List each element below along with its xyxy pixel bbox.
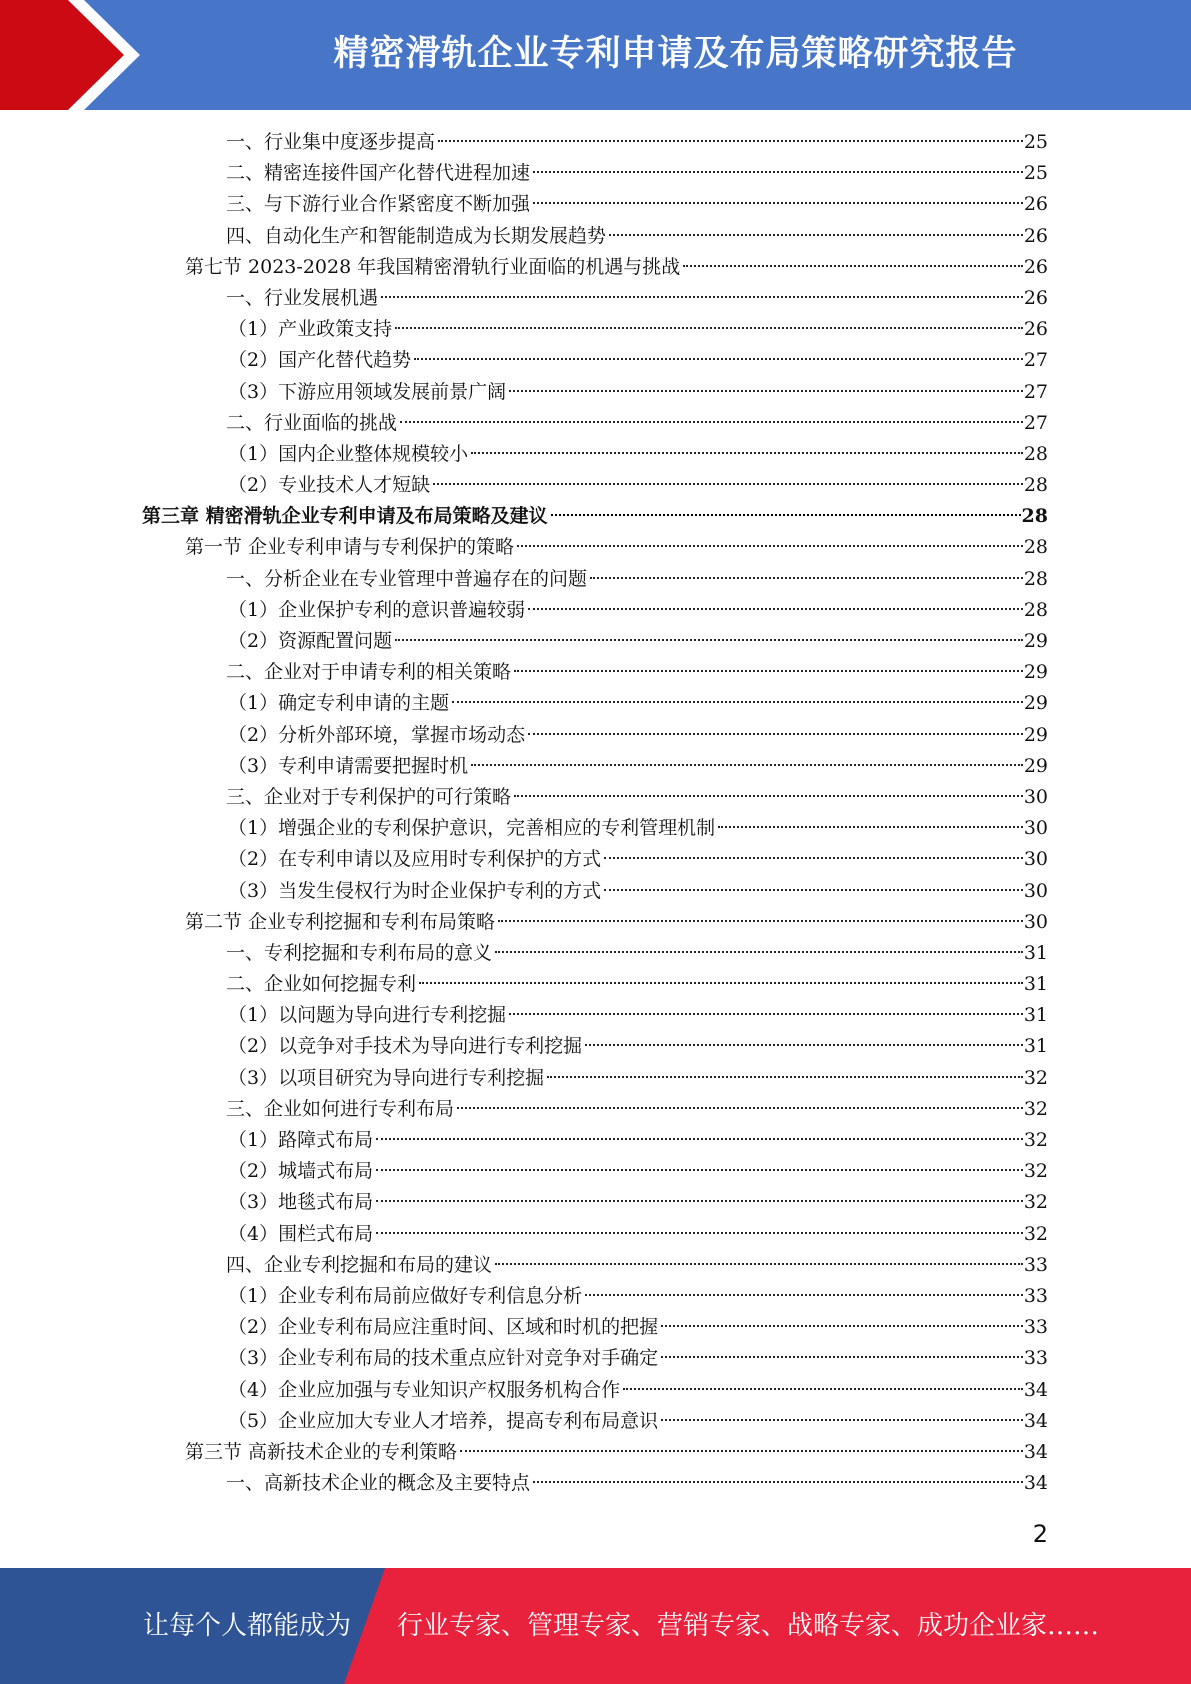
toc-entry[interactable]	[0, 1468, 1191, 1499]
toc-entry-page: 26	[1023, 193, 1048, 216]
toc-entry[interactable]	[0, 907, 1191, 938]
toc-entry-page: 31	[1023, 973, 1048, 996]
toc-entry-label: 一、行业发展机遇	[226, 286, 379, 309]
toc-entry[interactable]	[0, 813, 1191, 844]
toc-entry-page: 30	[1023, 848, 1048, 871]
toc-entry-page: 34	[1023, 1409, 1048, 1432]
toc-entry[interactable]	[0, 1250, 1191, 1281]
toc-entry-page: 29	[1023, 661, 1048, 684]
toc-entry-label: 二、企业对于申请专利的相关策略	[226, 661, 512, 684]
toc-entry-label: 第三节 高新技术企业的专利策略	[185, 1440, 458, 1463]
toc-entry-page: 29	[1023, 723, 1048, 746]
toc-leader-dots	[376, 1169, 1023, 1171]
toc-entry-page: 33	[1023, 1253, 1048, 1276]
toc-leader-dots	[395, 327, 1023, 329]
toc-entry-page: 27	[1023, 411, 1048, 434]
toc-entry-page: 32	[1023, 1066, 1048, 1089]
toc-entry[interactable]	[0, 1437, 1191, 1468]
toc-entry[interactable]	[0, 221, 1191, 252]
toc-entry-page: 34	[1023, 1472, 1048, 1495]
toc-entry[interactable]	[0, 969, 1191, 1000]
toc-entry-label: （4）企业应加强与专业知识产权服务机构合作	[228, 1378, 621, 1401]
toc-entry-label: （1）产业政策支持	[228, 318, 393, 341]
toc-entry[interactable]	[0, 1031, 1191, 1062]
toc-entry-label: （2）分析外部环境，掌握市场动态	[228, 723, 526, 746]
toc-entry-page: 33	[1023, 1347, 1048, 1370]
footer-slogan-left: 让每个人都能成为	[143, 1611, 352, 1641]
toc-entry-page: 31	[1023, 1004, 1048, 1027]
toc-leader-dots	[547, 1076, 1023, 1078]
toc-entry-label: 一、行业集中度逐步提高	[226, 131, 436, 153]
toc-leader-dots	[718, 826, 1023, 828]
toc-entry-label: （1）增强企业的专利保护意识，完善相应的专利管理机制	[228, 817, 716, 840]
toc-leader-dots	[498, 920, 1023, 922]
toc-entry-label: （2）以竞争对手技术为导向进行专利挖掘	[228, 1035, 583, 1058]
toc-entry-label: （3）企业专利布局的技术重点应针对竞争对手确定	[228, 1347, 659, 1370]
toc-entry-label: 二、企业如何挖掘专利	[226, 973, 417, 996]
toc-entry[interactable]	[0, 252, 1191, 283]
toc-entry[interactable]	[0, 844, 1191, 875]
toc-leader-dots	[604, 889, 1023, 891]
toc-entry[interactable]	[0, 314, 1191, 345]
toc-leader-dots	[376, 1232, 1023, 1234]
toc-entry-page: 28	[1023, 567, 1048, 590]
toc-entry[interactable]	[0, 1156, 1191, 1187]
toc-leader-dots	[433, 483, 1023, 485]
toc-entry[interactable]	[0, 720, 1191, 751]
toc-entry-page: 26	[1023, 318, 1048, 341]
toc-entry[interactable]	[0, 782, 1191, 813]
toc-entry[interactable]	[0, 1187, 1191, 1218]
toc-entry-page: 30	[1023, 879, 1048, 902]
toc-entry[interactable]	[0, 501, 1191, 532]
toc-leader-dots	[533, 1481, 1023, 1483]
toc-entry[interactable]	[0, 595, 1191, 626]
toc-entry-page: 29	[1023, 692, 1048, 715]
toc-entry-label: （4）围栏式布局	[228, 1222, 374, 1245]
toc-leader-dots	[517, 545, 1023, 547]
toc-leader-dots	[457, 1107, 1023, 1109]
toc-entry[interactable]	[0, 283, 1191, 314]
toc-leader-dots	[471, 452, 1023, 454]
toc-entry-label: （2）专业技术人才短缺	[228, 474, 431, 497]
toc-entry-label: 一、高新技术企业的概念及主要特点	[226, 1472, 531, 1495]
footer-slogan-right: 行业专家、管理专家、营销专家、战略专家、成功企业家……	[397, 1611, 1100, 1641]
toc-entry-page: 34	[1023, 1378, 1048, 1401]
report-title: 精密滑轨企业专利申请及布局策略研究报告	[333, 34, 1018, 74]
toc-entry-page: 31	[1023, 1035, 1048, 1058]
toc-entry-label: （3）专利申请需要把握时机	[228, 754, 469, 777]
toc-leader-dots	[585, 1044, 1023, 1046]
toc-leader-dots	[495, 1263, 1023, 1265]
toc-entry[interactable]	[0, 1375, 1191, 1406]
toc-leader-dots	[514, 670, 1023, 672]
toc-entry-page: 28	[1023, 536, 1048, 559]
toc-entry-label: 第一节 企业专利申请与专利保护的策略	[185, 536, 515, 559]
toc-leader-dots	[533, 171, 1023, 173]
toc-entry-page: 25	[1023, 131, 1048, 153]
toc-leader-dots	[528, 608, 1023, 610]
toc-entry-page: 29	[1023, 630, 1048, 652]
toc-entry[interactable]	[0, 127, 1191, 158]
toc-entry[interactable]	[0, 1312, 1191, 1343]
page-number: 2	[1032, 1520, 1048, 1548]
toc-entry-label: 二、行业面临的挑战	[226, 411, 398, 434]
toc-leader-dots	[471, 764, 1023, 766]
toc-entry-page: 30	[1023, 785, 1048, 808]
toc-entry[interactable]	[0, 1000, 1191, 1031]
toc-entry-label: 四、企业专利挖掘和布局的建议	[226, 1253, 493, 1276]
toc-entry[interactable]	[0, 688, 1191, 719]
toc-leader-dots	[590, 577, 1023, 579]
toc-entry-label: （1）以问题为导向进行专利挖掘	[228, 1004, 507, 1027]
toc-leader-dots	[661, 1356, 1023, 1358]
toc-leader-dots	[623, 1388, 1023, 1390]
toc-entry-label: （1）确定专利申请的主题	[228, 692, 450, 715]
toc-entry[interactable]	[0, 876, 1191, 907]
toc-entry-page: 33	[1023, 1284, 1048, 1307]
toc-entry-page: 29	[1023, 754, 1048, 777]
toc-leader-dots	[376, 1138, 1023, 1140]
toc-entry-page: 28	[1023, 598, 1048, 621]
toc-entry[interactable]	[0, 1343, 1191, 1374]
toc-entry-page: 30	[1023, 910, 1048, 933]
toc-entry-page: 32	[1023, 1160, 1048, 1183]
toc-entry-page: 30	[1023, 817, 1048, 840]
toc-entry-label: （1）企业保护专利的意识普遍较弱	[228, 598, 526, 621]
toc-entry-page: 28	[1023, 474, 1048, 497]
toc-entry-page: 26	[1023, 255, 1048, 278]
toc-entry-label: 一、专利挖掘和专利布局的意义	[226, 941, 493, 964]
toc-entry[interactable]	[0, 1094, 1191, 1125]
toc-entry-label: 三、与下游行业合作紧密度不断加强	[226, 193, 531, 216]
toc-entry[interactable]	[0, 1125, 1191, 1156]
toc-leader-dots	[514, 795, 1023, 797]
toc-entry[interactable]	[0, 1281, 1191, 1312]
toc-leader-dots	[495, 951, 1023, 953]
toc-entry-page: 26	[1023, 286, 1048, 309]
toc-leader-dots	[528, 733, 1023, 735]
toc-entry-label: 第七节 2023-2028 年我国精密滑轨行业面临的机遇与挑战	[185, 255, 681, 278]
toc-leader-dots	[438, 140, 1023, 142]
toc-leader-dots	[551, 514, 1021, 516]
toc-leader-dots	[509, 1013, 1023, 1015]
toc-entry-page: 28	[1023, 442, 1048, 465]
toc-entry-label: （5）企业应加大专业人才培养，提高专利布局意识	[228, 1409, 659, 1432]
toc-entry-label: （3）地毯式布局	[228, 1191, 374, 1214]
toc-entry-label: 三、企业如何进行专利布局	[226, 1097, 455, 1120]
header-chevron-icon	[0, 0, 150, 110]
toc-leader-dots	[604, 857, 1023, 859]
toc-entry-page: 28	[1021, 505, 1048, 528]
toc-entry[interactable]	[0, 657, 1191, 688]
toc-leader-dots	[400, 421, 1023, 423]
toc-entry[interactable]	[0, 439, 1191, 470]
toc-entry-page: 26	[1023, 224, 1048, 247]
toc-entry-label: （2）企业专利布局应注重时间、区域和时机的把握	[228, 1316, 659, 1339]
toc-entry[interactable]	[0, 1219, 1191, 1250]
toc-entry-label: （2）城墙式布局	[228, 1160, 374, 1183]
toc-leader-dots	[452, 701, 1023, 703]
toc-entry-label: （3）下游应用领域发展前景广阔	[228, 380, 507, 403]
toc-entry-label: 第三章 精密滑轨企业专利申请及布局策略及建议	[142, 505, 548, 528]
toc-entry-label: （2）资源配置问题	[228, 630, 393, 652]
toc-entry-label: 三、企业对于专利保护的可行策略	[226, 785, 512, 808]
toc-leader-dots	[661, 1419, 1023, 1421]
toc-entry-label: （3）以项目研究为导向进行专利挖掘	[228, 1066, 545, 1089]
toc-entry-page: 27	[1023, 380, 1048, 403]
toc-entry-label: 二、精密连接件国产化替代进程加速	[226, 162, 531, 185]
toc-leader-dots	[395, 639, 1023, 641]
toc-entry-page: 32	[1023, 1191, 1048, 1214]
toc-entry-page: 27	[1023, 349, 1048, 372]
page-footer	[0, 1568, 1191, 1684]
toc-entry-label: （2）在专利申请以及应用时专利保护的方式	[228, 848, 602, 871]
toc-entry[interactable]	[0, 1063, 1191, 1094]
toc-entry-page: 33	[1023, 1316, 1048, 1339]
toc-leader-dots	[376, 1200, 1023, 1202]
toc-entry-page: 25	[1023, 162, 1048, 185]
toc-entry-page: 32	[1023, 1097, 1048, 1120]
toc-leader-dots	[585, 1294, 1023, 1296]
toc-entry[interactable]	[0, 1406, 1191, 1437]
toc-leader-dots	[661, 1325, 1023, 1327]
toc-entry[interactable]	[0, 158, 1191, 189]
toc-entry[interactable]	[0, 751, 1191, 782]
toc-entry-page: 31	[1023, 941, 1048, 964]
toc-leader-dots	[460, 1450, 1023, 1452]
toc-entry[interactable]	[0, 626, 1191, 657]
page-header	[0, 0, 1191, 110]
toc-entry[interactable]	[0, 564, 1191, 595]
toc-entry-label: 四、自动化生产和智能制造成为长期发展趋势	[226, 224, 607, 247]
toc-entry[interactable]	[0, 345, 1191, 376]
toc-leader-dots	[509, 390, 1023, 392]
toc-entry-label: （1）路障式布局	[228, 1129, 374, 1151]
toc-entry-label: （2）国产化替代趋势	[228, 349, 412, 372]
toc-entry[interactable]	[0, 470, 1191, 501]
toc-leader-dots	[609, 234, 1023, 236]
toc-entry-label: （1）国内企业整体规模较小	[228, 442, 469, 465]
toc-entry[interactable]	[0, 408, 1191, 439]
table-of-contents	[0, 127, 1191, 1499]
toc-entry-label: 一、分析企业在专业管理中普遍存在的问题	[226, 567, 588, 590]
toc-entry[interactable]	[0, 938, 1191, 969]
toc-entry-label: （1）企业专利布局前应做好专利信息分析	[228, 1284, 583, 1307]
toc-leader-dots	[414, 358, 1023, 360]
toc-entry[interactable]	[0, 189, 1191, 220]
toc-leader-dots	[533, 202, 1023, 204]
toc-leader-dots	[381, 296, 1023, 298]
toc-entry-page: 32	[1023, 1129, 1048, 1151]
toc-entry-page: 34	[1023, 1440, 1048, 1463]
toc-entry-page: 32	[1023, 1222, 1048, 1245]
toc-entry[interactable]	[0, 532, 1191, 563]
toc-entry-label: 第二节 企业专利挖掘和专利布局策略	[185, 910, 496, 933]
toc-leader-dots	[683, 265, 1023, 267]
toc-leader-dots	[419, 982, 1023, 984]
toc-entry-label: （3）当发生侵权行为时企业保护专利的方式	[228, 879, 602, 902]
toc-entry[interactable]	[0, 377, 1191, 408]
